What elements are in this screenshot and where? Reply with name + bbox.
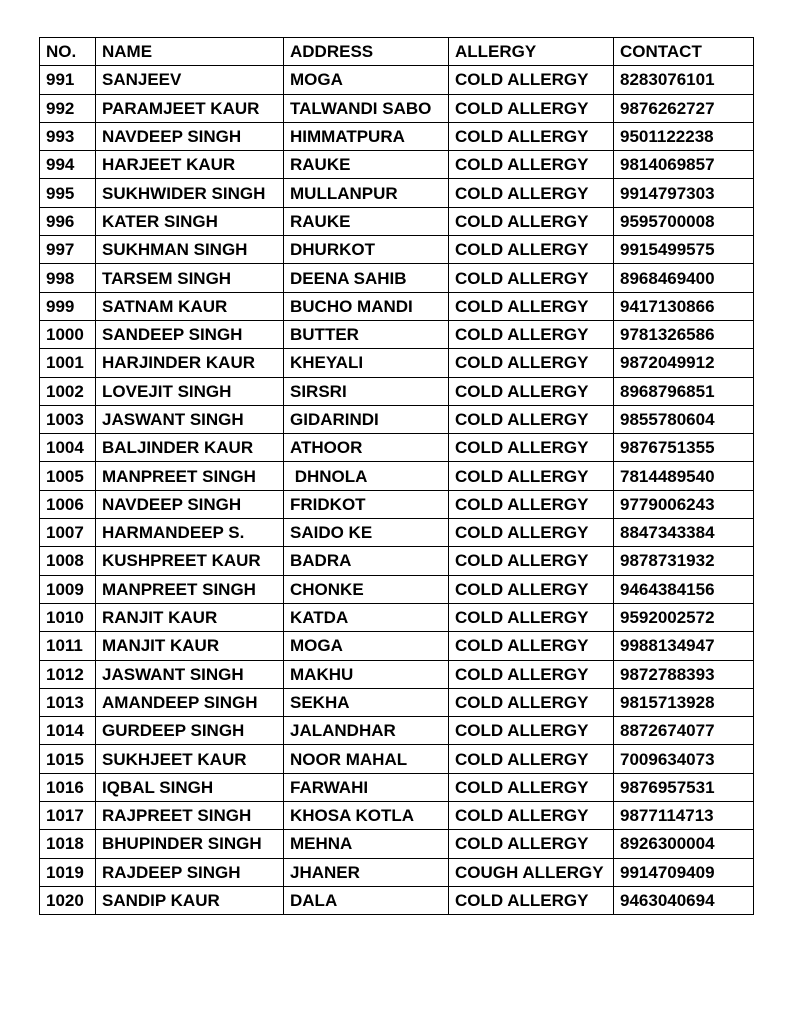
table-row <box>40 292 754 320</box>
cell-allergy: COLD ALLERGY <box>449 490 614 518</box>
cell-allergy: COLD ALLERGY <box>449 434 614 462</box>
cell-address: CHONKE <box>284 575 449 603</box>
cell-name: SUKHJEET KAUR <box>96 745 284 773</box>
cell-contact: 9463040694 <box>614 886 754 914</box>
cell-name: GURDEEP SINGH <box>96 717 284 745</box>
cell-address: KHOSA KOTLA <box>284 802 449 830</box>
table-row <box>40 886 754 914</box>
cell-name: LOVEJIT SINGH <box>96 377 284 405</box>
cell-name: IQBAL SINGH <box>96 773 284 801</box>
cell-allergy: COLD ALLERGY <box>449 660 614 688</box>
cell-name: AMANDEEP SINGH <box>96 688 284 716</box>
cell-allergy: COLD ALLERGY <box>449 122 614 150</box>
cell-no: 1007 <box>40 519 96 547</box>
table-row <box>40 377 754 405</box>
cell-address: RAUKE <box>284 207 449 235</box>
cell-no: 1011 <box>40 632 96 660</box>
cell-allergy: COLD ALLERGY <box>449 802 614 830</box>
cell-allergy: COLD ALLERGY <box>449 688 614 716</box>
cell-name: TARSEM SINGH <box>96 264 284 292</box>
table-row <box>40 745 754 773</box>
cell-allergy: COLD ALLERGY <box>449 292 614 320</box>
cell-contact: 9877114713 <box>614 802 754 830</box>
cell-address: KATDA <box>284 603 449 631</box>
cell-name: MANJIT KAUR <box>96 632 284 660</box>
table-row <box>40 688 754 716</box>
cell-contact: 9872049912 <box>614 349 754 377</box>
cell-address: FARWAHI <box>284 773 449 801</box>
cell-address: SAIDO KE <box>284 519 449 547</box>
table-row <box>40 66 754 94</box>
cell-allergy: COLD ALLERGY <box>449 575 614 603</box>
cell-allergy: COLD ALLERGY <box>449 320 614 348</box>
cell-contact: 9417130866 <box>614 292 754 320</box>
table-row <box>40 717 754 745</box>
cell-allergy: COLD ALLERGY <box>449 830 614 858</box>
cell-contact: 9876751355 <box>614 434 754 462</box>
allergy-records-table <box>39 37 754 915</box>
cell-allergy: COLD ALLERGY <box>449 886 614 914</box>
cell-address: SIRSRI <box>284 377 449 405</box>
cell-contact: 7814489540 <box>614 462 754 490</box>
cell-address: DHURKOT <box>284 236 449 264</box>
cell-contact: 9501122238 <box>614 122 754 150</box>
table-row <box>40 773 754 801</box>
cell-no: 995 <box>40 179 96 207</box>
cell-no: 998 <box>40 264 96 292</box>
cell-allergy: COLD ALLERGY <box>449 462 614 490</box>
cell-allergy: COLD ALLERGY <box>449 377 614 405</box>
table-row <box>40 264 754 292</box>
cell-no: 991 <box>40 66 96 94</box>
cell-no: 1005 <box>40 462 96 490</box>
cell-allergy: COLD ALLERGY <box>449 632 614 660</box>
table-row <box>40 858 754 886</box>
cell-name: MANPREET SINGH <box>96 575 284 603</box>
cell-contact: 9988134947 <box>614 632 754 660</box>
table-row <box>40 207 754 235</box>
cell-allergy: COLD ALLERGY <box>449 207 614 235</box>
cell-address: TALWANDI SABO <box>284 94 449 122</box>
cell-contact: 9779006243 <box>614 490 754 518</box>
cell-no: 996 <box>40 207 96 235</box>
cell-address: DEENA SAHIB <box>284 264 449 292</box>
cell-contact: 9876262727 <box>614 94 754 122</box>
table-row <box>40 151 754 179</box>
cell-allergy: COLD ALLERGY <box>449 519 614 547</box>
cell-contact: 9464384156 <box>614 575 754 603</box>
cell-contact: 9855780604 <box>614 405 754 433</box>
cell-contact: 9592002572 <box>614 603 754 631</box>
cell-contact: 8968796851 <box>614 377 754 405</box>
cell-contact: 9595700008 <box>614 207 754 235</box>
table-row <box>40 632 754 660</box>
table-row <box>40 434 754 462</box>
cell-contact: 9815713928 <box>614 688 754 716</box>
cell-no: 1013 <box>40 688 96 716</box>
cell-allergy: COUGH ALLERGY <box>449 858 614 886</box>
cell-allergy: COLD ALLERGY <box>449 405 614 433</box>
cell-no: 1003 <box>40 405 96 433</box>
table-row <box>40 802 754 830</box>
cell-address: NOOR MAHAL <box>284 745 449 773</box>
cell-contact: 9878731932 <box>614 547 754 575</box>
cell-contact: 9914797303 <box>614 179 754 207</box>
cell-no: 997 <box>40 236 96 264</box>
table-row <box>40 519 754 547</box>
cell-allergy: COLD ALLERGY <box>449 349 614 377</box>
table-header-row <box>40 38 754 66</box>
cell-no: 1010 <box>40 603 96 631</box>
cell-address: KHEYALI <box>284 349 449 377</box>
table-row <box>40 660 754 688</box>
cell-name: BHUPINDER SINGH <box>96 830 284 858</box>
table-row <box>40 462 754 490</box>
cell-no: 1001 <box>40 349 96 377</box>
cell-name: SANDEEP SINGH <box>96 320 284 348</box>
cell-name: HARJINDER KAUR <box>96 349 284 377</box>
cell-address: MOGA <box>284 66 449 94</box>
header-contact: CONTACT <box>614 38 754 66</box>
cell-contact: 9915499575 <box>614 236 754 264</box>
cell-name: MANPREET SINGH <box>96 462 284 490</box>
cell-name: JASWANT SINGH <box>96 405 284 433</box>
cell-allergy: COLD ALLERGY <box>449 151 614 179</box>
cell-allergy: COLD ALLERGY <box>449 236 614 264</box>
cell-contact: 8968469400 <box>614 264 754 292</box>
cell-no: 992 <box>40 94 96 122</box>
cell-address: BUTTER <box>284 320 449 348</box>
cell-name: KATER SINGH <box>96 207 284 235</box>
cell-address: JALANDHAR <box>284 717 449 745</box>
cell-no: 1006 <box>40 490 96 518</box>
cell-contact: 8283076101 <box>614 66 754 94</box>
cell-name: RANJIT KAUR <box>96 603 284 631</box>
table-row <box>40 575 754 603</box>
cell-no: 1009 <box>40 575 96 603</box>
table-body <box>40 66 754 915</box>
cell-contact: 7009634073 <box>614 745 754 773</box>
cell-contact: 9914709409 <box>614 858 754 886</box>
cell-contact: 9876957531 <box>614 773 754 801</box>
table-row <box>40 405 754 433</box>
header-no: NO. <box>40 38 96 66</box>
cell-address: SEKHA <box>284 688 449 716</box>
table-row <box>40 490 754 518</box>
cell-no: 1020 <box>40 886 96 914</box>
cell-address: MULLANPUR <box>284 179 449 207</box>
table-row <box>40 236 754 264</box>
cell-address: ATHOOR <box>284 434 449 462</box>
cell-no: 999 <box>40 292 96 320</box>
cell-no: 1012 <box>40 660 96 688</box>
cell-name: NAVDEEP SINGH <box>96 490 284 518</box>
cell-name: SUKHWIDER SINGH <box>96 179 284 207</box>
cell-allergy: COLD ALLERGY <box>449 745 614 773</box>
cell-no: 1002 <box>40 377 96 405</box>
cell-no: 1004 <box>40 434 96 462</box>
cell-allergy: COLD ALLERGY <box>449 66 614 94</box>
cell-address: DALA <box>284 886 449 914</box>
table-row <box>40 547 754 575</box>
cell-address: GIDARINDI <box>284 405 449 433</box>
cell-contact: 9814069857 <box>614 151 754 179</box>
header-address: ADDRESS <box>284 38 449 66</box>
cell-name: SANDIP KAUR <box>96 886 284 914</box>
cell-name: SATNAM KAUR <box>96 292 284 320</box>
cell-no: 1008 <box>40 547 96 575</box>
cell-allergy: COLD ALLERGY <box>449 717 614 745</box>
cell-no: 994 <box>40 151 96 179</box>
cell-address: MAKHU <box>284 660 449 688</box>
cell-name: BALJINDER KAUR <box>96 434 284 462</box>
table-row <box>40 349 754 377</box>
cell-name: PARAMJEET KAUR <box>96 94 284 122</box>
cell-address: FRIDKOT <box>284 490 449 518</box>
cell-allergy: COLD ALLERGY <box>449 603 614 631</box>
cell-no: 1015 <box>40 745 96 773</box>
cell-name: HARMANDEEP S. <box>96 519 284 547</box>
cell-address: HIMMATPURA <box>284 122 449 150</box>
table-row <box>40 94 754 122</box>
cell-name: RAJDEEP SINGH <box>96 858 284 886</box>
cell-address: BADRA <box>284 547 449 575</box>
cell-contact: 8847343384 <box>614 519 754 547</box>
cell-allergy: COLD ALLERGY <box>449 547 614 575</box>
cell-allergy: COLD ALLERGY <box>449 773 614 801</box>
table-row <box>40 179 754 207</box>
cell-name: JASWANT SINGH <box>96 660 284 688</box>
cell-contact: 8872674077 <box>614 717 754 745</box>
table-row <box>40 830 754 858</box>
cell-no: 1000 <box>40 320 96 348</box>
cell-allergy: COLD ALLERGY <box>449 179 614 207</box>
cell-address: MOGA <box>284 632 449 660</box>
cell-no: 1019 <box>40 858 96 886</box>
cell-name: HARJEET KAUR <box>96 151 284 179</box>
cell-contact: 8926300004 <box>614 830 754 858</box>
cell-address: JHANER <box>284 858 449 886</box>
cell-no: 1014 <box>40 717 96 745</box>
cell-address: BUCHO MANDI <box>284 292 449 320</box>
header-name: NAME <box>96 38 284 66</box>
cell-address: RAUKE <box>284 151 449 179</box>
cell-name: SUKHMAN SINGH <box>96 236 284 264</box>
cell-contact: 9872788393 <box>614 660 754 688</box>
cell-contact: 9781326586 <box>614 320 754 348</box>
table-row <box>40 603 754 631</box>
cell-address: DHNOLA <box>284 462 449 490</box>
cell-no: 993 <box>40 122 96 150</box>
cell-allergy: COLD ALLERGY <box>449 264 614 292</box>
header-allergy: ALLERGY <box>449 38 614 66</box>
cell-name: SANJEEV <box>96 66 284 94</box>
cell-address: MEHNA <box>284 830 449 858</box>
table-row <box>40 122 754 150</box>
table-row <box>40 320 754 348</box>
cell-no: 1018 <box>40 830 96 858</box>
cell-name: RAJPREET SINGH <box>96 802 284 830</box>
cell-no: 1016 <box>40 773 96 801</box>
cell-name: NAVDEEP SINGH <box>96 122 284 150</box>
cell-name: KUSHPREET KAUR <box>96 547 284 575</box>
cell-no: 1017 <box>40 802 96 830</box>
cell-allergy: COLD ALLERGY <box>449 94 614 122</box>
